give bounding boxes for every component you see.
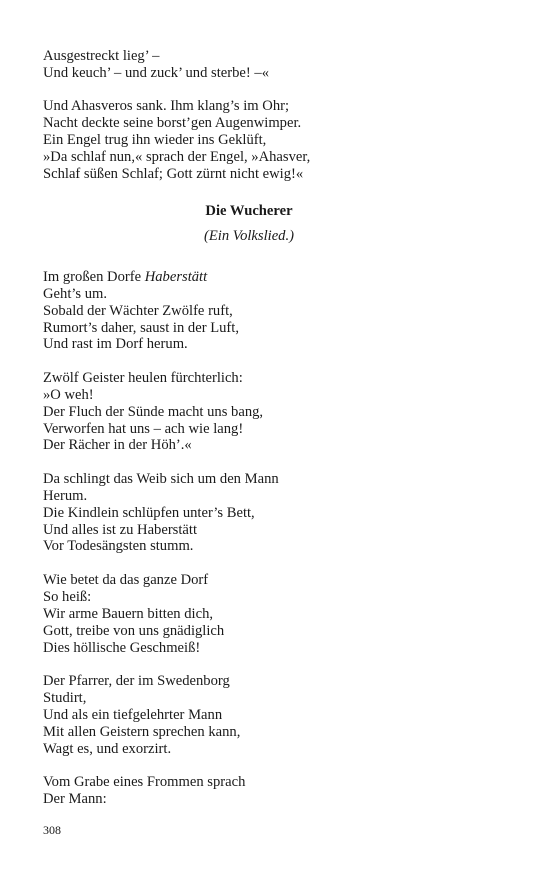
verse-line: Und alles ist zu Haberstätt — [43, 521, 198, 538]
verse-line: Da schlingt das Weib sich um den Mann — [43, 470, 279, 487]
stanza — [43, 370, 513, 454]
verse-line: Schlaf süßen Schlaf; Gott zürnt nicht ewig!« — [43, 165, 304, 182]
verse-line: So heiß: — [43, 588, 92, 605]
stanza — [43, 98, 513, 182]
verse-line: Und als ein tiefgelehrter Mann — [43, 706, 223, 723]
verse-line: Die Kindlein schlüpfen unter’s Bett, — [43, 504, 255, 521]
verse-line: Wagt es, und exorzirt. — [43, 740, 172, 757]
place-name-italic: Haberstätt — [144, 268, 208, 285]
verse-line: Der Rächer in der Höh’.« — [43, 437, 192, 454]
stanza — [43, 673, 513, 757]
verse-line-prefix: Im großen Dorfe — [43, 268, 145, 285]
verse-line: Studirt, — [43, 689, 87, 706]
verse-line: »O weh! — [43, 386, 94, 403]
verse-line: Geht’s um. — [43, 285, 108, 302]
stanza — [43, 471, 513, 555]
verse-line: Rumort’s daher, saust in der Luft, — [43, 319, 239, 336]
verse-line: Ein Engel trug ihn wieder ins Geklüft, — [43, 132, 267, 149]
page-number: 308 — [43, 823, 61, 837]
verse-line: Und rast im Dorf herum. — [43, 336, 188, 353]
verse-line: Ausgestreckt lieg’ – — [43, 48, 160, 64]
verse-line: Herum. — [43, 487, 88, 504]
page-body — [43, 48, 513, 824]
verse-line: Verworfen hat uns – ach wie lang! — [43, 420, 244, 437]
verse-line: Mit allen Geistern sprechen kann, — [43, 723, 241, 740]
stanza — [43, 774, 513, 808]
poem-title: Die Wucherer — [205, 202, 293, 219]
verse-line: Wie betet da das ganze Dorf — [43, 571, 209, 588]
verse-line-first — [43, 269, 513, 286]
stanza — [43, 269, 513, 353]
stanza — [43, 572, 513, 656]
verse-line: Gott, treibe von uns gnädiglich — [43, 622, 225, 639]
verse-line: Sobald der Wächter Zwölfe ruft, — [43, 302, 233, 319]
stanza — [43, 48, 513, 82]
verse-line: Und Ahasveros sank. Ihm klang’s im Ohr; — [43, 98, 290, 115]
verse-line: Vor Todesängsten stumm. — [43, 538, 194, 555]
verse-line: Wir arme Bauern bitten dich, — [43, 605, 214, 622]
verse-line: »Da schlaf nun,« sprach der Engel, »Ahasver, — [43, 149, 311, 166]
verse-line: Der Fluch der Sünde macht uns bang, — [43, 403, 264, 420]
verse-line: Der Mann: — [43, 790, 107, 807]
verse-line: Und keuch’ – und zuck’ und sterbe! –« — [43, 64, 269, 81]
verse-line: Dies höllische Geschmeiß! — [43, 639, 201, 656]
verse-line: Zwölf Geister heulen fürchterlich: — [43, 369, 243, 386]
verse-line: Vom Grabe eines Frommen sprach — [43, 774, 246, 791]
poem-subtitle: (Ein Volkslied.) — [204, 227, 294, 244]
verse-line: Nacht deckte seine borst’gen Augenwimper. — [43, 115, 302, 132]
verse-line: Der Pfarrer, der im Swedenborg — [43, 673, 230, 690]
